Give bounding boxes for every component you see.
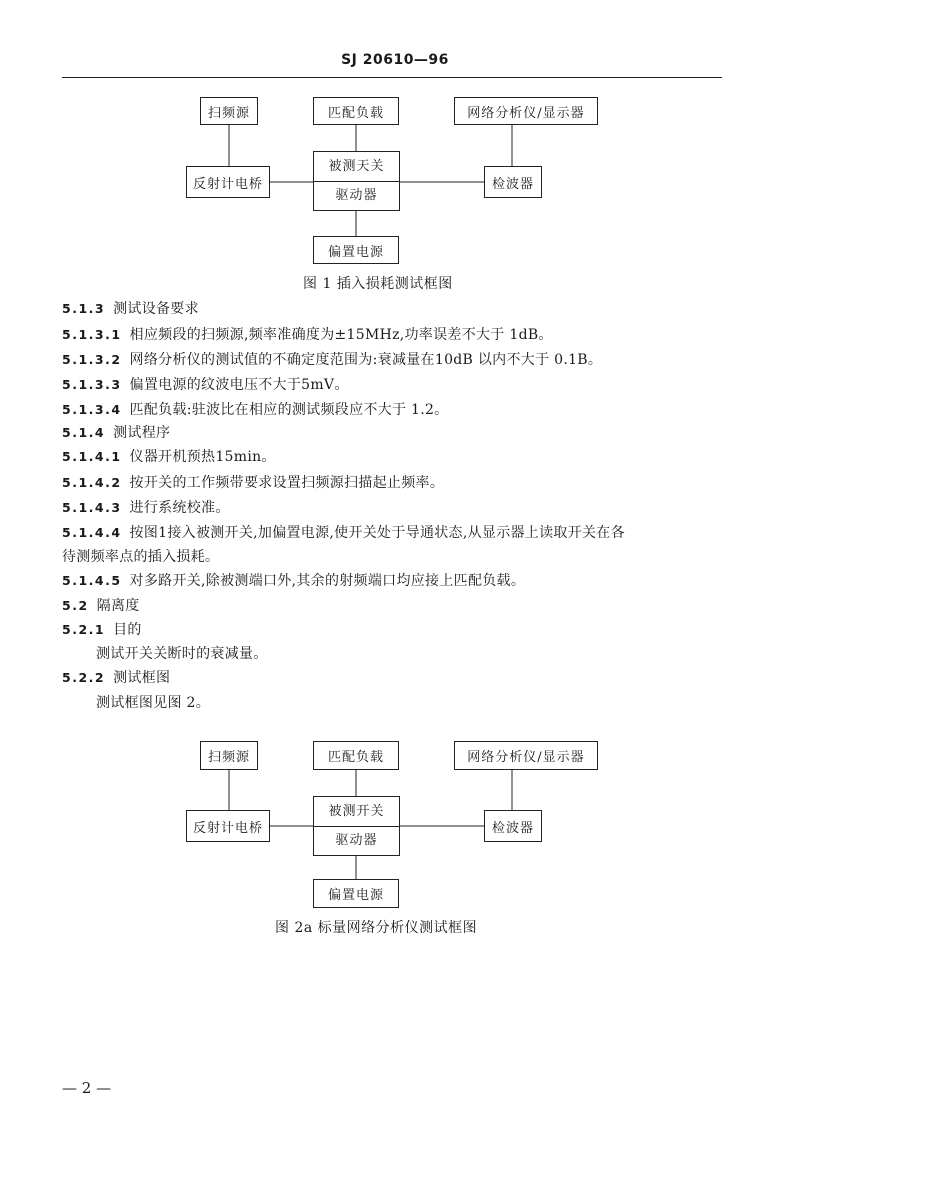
reflectometer-bridge-box: 反射计电桥 [186,166,270,198]
section-5-1-3: 5.1.3 测试设备要求 [62,301,199,317]
matched-load-box: 匹配负载 [313,741,399,770]
box-divider [314,826,399,827]
dut-switch-label: 被测天关 [328,158,385,174]
driver-label: 驱动器 [335,187,378,203]
dut-switch-label: 被测开关 [328,803,385,819]
sweep-source-box: 扫频源 [200,97,258,125]
dut-switch-driver-box [313,796,400,856]
section-5-1-4-1: 5.1.4.1 仪器开机预热15min。 [62,449,276,465]
bias-supply-box: 偏置电源 [313,236,399,264]
section-5-1-4-3: 5.1.4.3 进行系统校准。 [62,500,230,516]
section-5-1-4: 5.1.4 测试程序 [62,425,171,441]
section-5-1-3-4: 5.1.3.4 匹配负载:驻波比在相应的测试频段应不大于 1.2。 [62,402,449,418]
network-analyzer-box: 网络分析仪/显示器 [454,741,598,770]
detector-box: 检波器 [484,810,542,842]
page-number: — 2 — [62,1079,112,1097]
network-analyzer-box: 网络分析仪/显示器 [454,97,598,125]
figure-2a-caption: 图 2a 标量网络分析仪测试框图 [275,920,478,936]
section-5-1-3-2: 5.1.3.2 网络分析仪的测试值的不确定度范围为:衰减量在10dB 以内不大于 0.1B。 [62,352,603,368]
section-5-1-4-4-continued: 待测频率点的插入损耗。 [62,549,220,565]
matched-load-box: 匹配负载 [313,97,399,125]
section-5-2-1-body: 测试开关关断时的衰减量。 [96,646,268,662]
sweep-source-box: 扫频源 [200,741,258,770]
section-5-1-4-2: 5.1.4.2 按开关的工作频带要求设置扫频源扫描起止频率。 [62,475,445,491]
section-5-2: 5.2 隔离度 [62,598,140,614]
section-5-1-4-4: 5.1.4.4 按图1接入被测开关,加偏置电源,使开关处于导通状态,从显示器上读取开关在各 [62,525,625,541]
figure-1-caption: 图 1 插入损耗测试框图 [303,276,453,292]
reflectometer-bridge-box: 反射计电桥 [186,810,270,842]
section-5-2-1: 5.2.1 目的 [62,622,142,638]
section-5-1-3-3: 5.1.3.3 偏置电源的纹波电压不大于5mV。 [62,377,349,393]
driver-label: 驱动器 [335,832,378,848]
section-5-2-2-body: 测试框图见图 2。 [96,695,211,711]
section-5-1-4-5: 5.1.4.5 对多路开关,除被测端口外,其余的射频端口均应接上匹配负载。 [62,573,526,589]
bias-supply-box: 偏置电源 [313,879,399,908]
section-5-2-2: 5.2.2 测试框图 [62,670,171,686]
section-5-1-3-1: 5.1.3.1 相应频段的扫频源,频率准确度为±15MHz,功率误差不大于 1dB。 [62,327,553,343]
standard-number-header: SJ 20610—96 [341,52,449,68]
detector-box: 检波器 [484,166,542,198]
